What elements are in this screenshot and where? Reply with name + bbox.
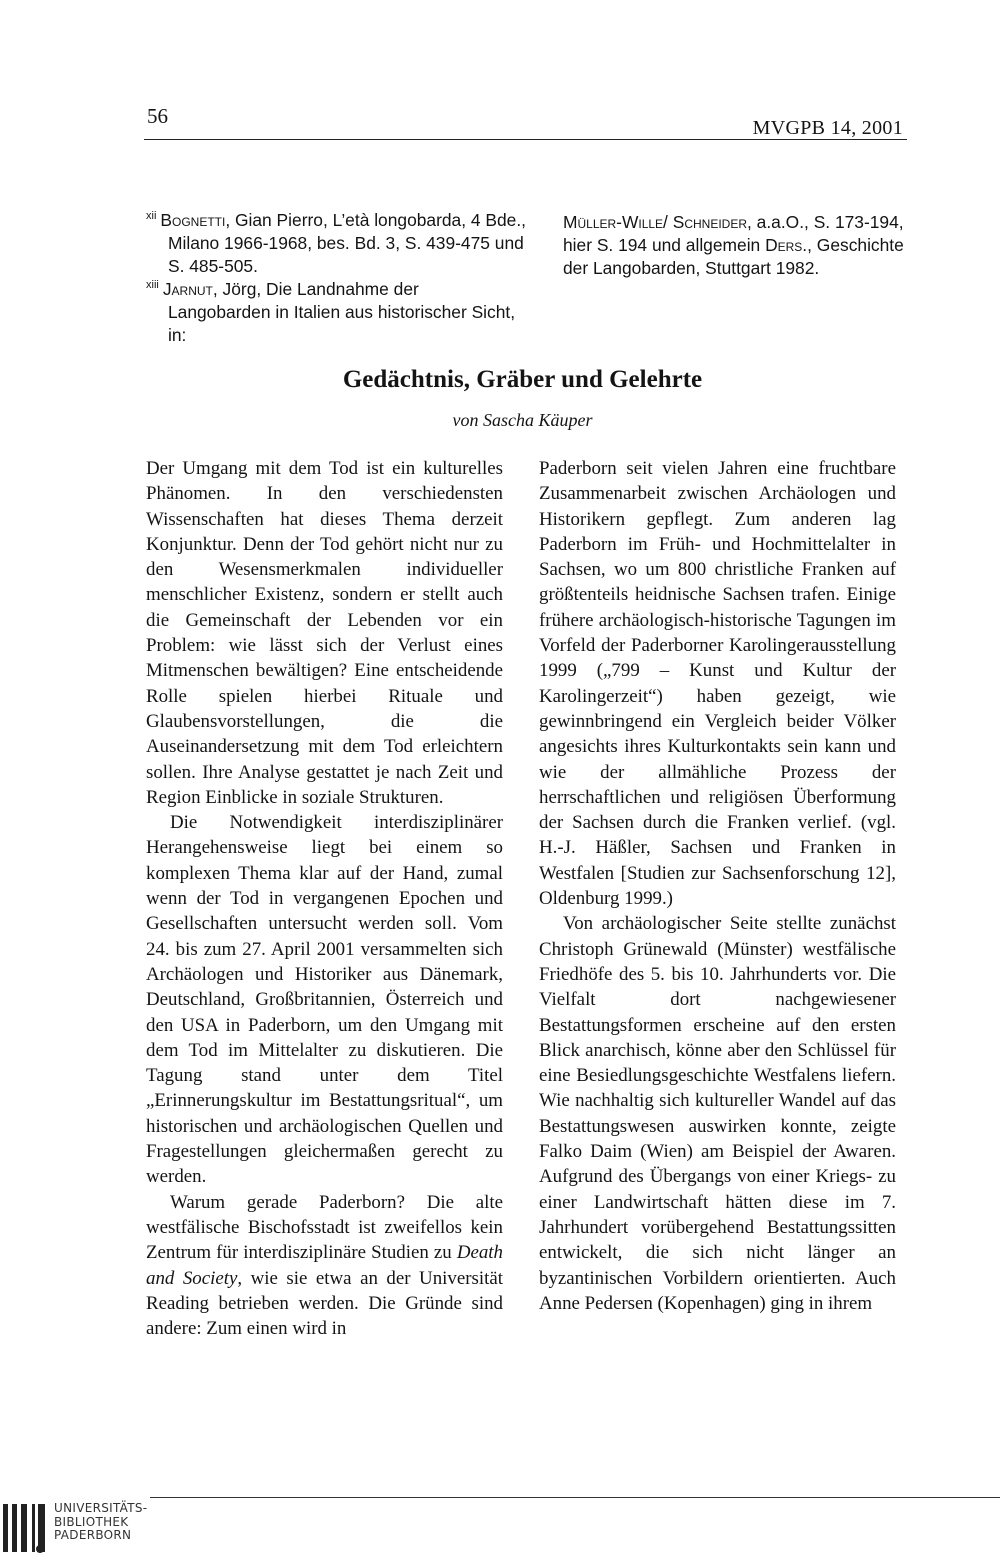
stamp-dot-icon bbox=[36, 1545, 44, 1553]
footnote-author: Bognetti bbox=[160, 210, 226, 230]
article-byline: von Sascha Käuper bbox=[452, 410, 593, 430]
footnote-xii bbox=[146, 209, 526, 278]
paragraph-text: , wie sie etwa an der Universität Reading betrieben werden. Die Gründe sind andere: Zum einen wird in bbox=[146, 1267, 503, 1340]
footnote-text: , Geschichte der Langobarden, Stuttgart 1982. bbox=[563, 235, 904, 278]
stamp-line: BIBLIOTHEK bbox=[54, 1514, 129, 1529]
footer-rule bbox=[150, 1497, 1000, 1498]
stamp-bar-icon bbox=[32, 1504, 35, 1552]
footnote-ders: Ders. bbox=[765, 235, 808, 255]
paragraph: Von archäologischer Seite stellte zunächst Christoph Grünewald (Münster) westfälische Friedhöfe des 5. bis 10. Jahrhunderts vor. Die Vielfalt dort nachgewiesener Bestattungsformen erscheine auf den ersten Blick anarchisch, könne aber den Schlüssel für eine Besiedlungsgeschichte Westfalens liefern. Wie nachhaltig sich kultureller Wandel auf das Bestattungswesen auswirken konnte, zeigte Falko Daim (Wien) am Beispiel der Awaren. Aufgrund des Übergangs von einer Kriegs- zu einer Landwirtschaft hätten diese im 7. Jahrhundert vorübergehend Bestattungssitten entwickelt, die sich nicht länger an byzantinischen Vorbildern orientierten. Auch Anne Pedersen (Kopenhagen) ging in ihrem bbox=[539, 913, 896, 1314]
paragraph-text: Warum gerade Paderborn? Die alte westfälische Bischofsstadt ist zweifellos kein Zentrum für interdisziplinäre Studien zu bbox=[146, 1191, 503, 1264]
footnote-xiii-continued bbox=[563, 211, 913, 280]
footnotes-left-column bbox=[146, 209, 526, 347]
stamp-bar-icon bbox=[12, 1504, 17, 1552]
stamp-bar-icon bbox=[21, 1504, 27, 1552]
body-column-right bbox=[539, 456, 896, 1316]
footnotes-right-column bbox=[563, 211, 913, 280]
footnote-author: Jarnut bbox=[162, 279, 213, 299]
footnote-marker: xii bbox=[146, 210, 157, 223]
header-rule bbox=[144, 139, 907, 140]
footnote-text: , Jörg, Die Landnahme der Langobarden in Italien aus historischer Sicht, in: bbox=[168, 279, 516, 345]
library-stamp bbox=[0, 1497, 150, 1555]
article-title: Gedächtnis, Gräber und Gelehrte bbox=[342, 366, 703, 393]
footnote-marker: xiii bbox=[146, 279, 159, 292]
paragraph bbox=[146, 1190, 503, 1342]
footnote-xiii bbox=[146, 278, 526, 347]
body-column-left bbox=[146, 456, 503, 1341]
paragraph: Paderborn seit vielen Jahren eine fruchtbare Zusammenarbeit zwischen Archäologen und Historikern gepflegt. Zum anderen lag Paderborn im Früh- und Hochmittelalter in Sachsen, wo um 800 christliche Franken auf größtenteils heidnische Sachsen trafen. Einige frühere archäologisch-historische Tagungen im Vorfeld der Paderborner Karolingerausstellung 1999 („799 – Kunst und Kultur der Karolingerzeit“) haben gezeigt, wie gewinnbringend ein Vergleich beider Völker angesichts ihres Kulturkontakts sein kann und wie der allmähliche Prozess der herrschaftlichen und religiösen Überformung der Sachsen durch die Franken verlief. (vgl. H.-J. Häßler, Sachsen und Franken in Westfalen [Studien zur Sachsenforschung 12], Oldenburg 1999.) bbox=[539, 458, 896, 910]
footnote-author: Müller-Wille/ Schneider bbox=[563, 212, 747, 232]
page-number: 56 bbox=[147, 104, 168, 128]
footnote-text: , a.a.O., S. 173-194, hier S. 194 und allgemein bbox=[563, 212, 904, 255]
stamp-line: PADERBORN bbox=[54, 1528, 132, 1542]
paragraph: Die Notwendigkeit interdisziplinärer Herangehensweise liegt bei einem so komplexen Thema klar auf der Hand, zumal wenn der Tod in vergangenen Epochen und Gesellschaften untersucht werden soll. Vom 24. bis zum 27. April 2001 versammelten sich Archäologen und Historiker aus Dänemark, Deutschland, Großbritannien, Österreich und den USA in Paderborn, um den Umgang mit dem Tod im Mittelalter zu diskutieren. Die Tagung stand unter dem Titel „Erinnerungskultur im Bestattungsritual“, um historischen und archäologischen Quellen und Fragestellungen gleichermaßen gerecht zu werden. bbox=[146, 812, 503, 1188]
journal-reference: MVGPB 14, 2001 bbox=[752, 117, 903, 139]
paragraph: Der Umgang mit dem Tod ist ein kulturelles Phänomen. In den verschiedensten Wissenschaften hat dieses Thema derzeit Konjunktur. Denn der Tod gehört nicht nur zu den Wesensmerkmalen individueller menschlicher Existenz, sondern er stellt auch die Gemeinschaft der Lebenden vor ein Problem: wie lässt sich der Verlust eines Mitmenschen bewältigen? Eine entscheidende Rolle spielen hierbei Rituale und Glaubensvorstellungen, die die Auseinandersetzung mit dem Tod erleichtern sollen. Ihre Analyse gestattet je nach Zeit und Region Einblicke in soziale Strukturen. bbox=[146, 458, 503, 808]
book-title: Death and Society bbox=[146, 1242, 503, 1289]
stamp-text bbox=[54, 1502, 147, 1543]
stamp-bar-icon bbox=[3, 1504, 8, 1552]
stamp-line: UNIVERSITÄTS- bbox=[54, 1501, 148, 1515]
footnote-text: , Gian Pierro, L’età longobarda, 4 Bde., Milano 1966-1968, bes. Bd. 3, S. 439-475 und S. 485-505. bbox=[168, 210, 526, 276]
